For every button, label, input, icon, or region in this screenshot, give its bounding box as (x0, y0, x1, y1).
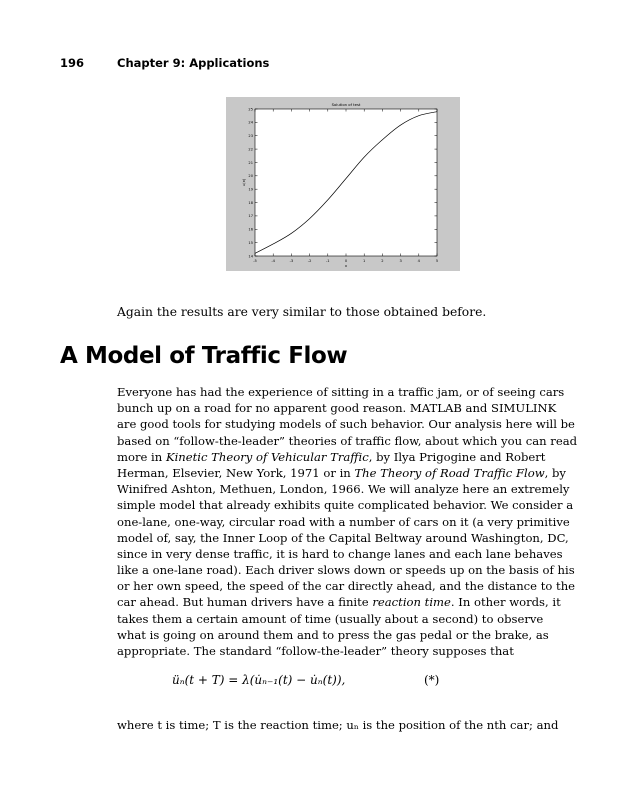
follow-the-leader-equation: üₙ(t + T) = λ(u̇ₙ₋₁(t) − u̇ₙ(t)), (172, 673, 346, 687)
x-tick-label: -1 (326, 259, 330, 263)
line-text: based on “follow-the-leader” theories of traffic flow, about which you can read (117, 433, 578, 448)
paragraph-line (117, 481, 577, 497)
y-tick-label: 15 (248, 240, 253, 245)
line-text: more in (117, 449, 166, 464)
paragraph-line (117, 416, 577, 432)
x-tick-label: 0 (344, 259, 348, 263)
x-tick-label: 1 (363, 259, 366, 263)
paragraph-line (117, 562, 577, 578)
line-text: model of, say, the Inner Loop of the Capital Beltway around Washington, DC, (117, 530, 569, 545)
paragraph-line (117, 594, 577, 610)
paragraph-line (117, 611, 577, 627)
paragraph-line (117, 449, 577, 465)
x-tick-label: 5 (435, 259, 439, 263)
line-text: simple model that already exhibits quite complicated behavior. We consider a (117, 498, 574, 513)
results-sentence: Again the results are very similar to those obtained before. (117, 305, 487, 319)
line-text: appropriate. The standard “follow-the-leader” theory supposes that (117, 644, 514, 658)
y-tick-label: 14 (248, 254, 253, 259)
y-tick-label: 18 (248, 200, 253, 205)
line-text: car ahead. But human drivers have a finite (117, 595, 373, 610)
line-text: what is going on around them and to press the gas pedal or the brake, as (117, 627, 549, 642)
y-tick-label: 22 (248, 147, 253, 152)
line-text: , by (544, 465, 566, 480)
line-text: Winifred Ashton, Methuen, London, 1966. We will analyze here an extremely (117, 482, 570, 497)
line-text: or her own speed, the speed of the car directly ahead, and the distance to the (117, 579, 576, 594)
x-tick-label: 4 (417, 259, 420, 263)
paragraph-line (117, 384, 577, 400)
italic-title: Kinetic Theory of Vehicular Traffic (165, 449, 369, 464)
line-text: since in very dense traffic, it is hard to change lanes and each lane behaves (117, 546, 563, 561)
paragraph-line (117, 546, 577, 562)
line-text: takes them a certain amount of time (usually about a second) to observe (117, 611, 544, 626)
x-tick-label: -5 (253, 259, 257, 263)
running-head (60, 56, 580, 72)
chapter-title: Chapter 9: Applications (117, 56, 270, 70)
italic-title: reaction time (372, 595, 451, 610)
solution-chart (226, 97, 460, 271)
paragraph-line (117, 465, 577, 481)
paragraph-line (117, 497, 577, 513)
line-text: , by Ilya Prigogine and Robert (368, 449, 546, 464)
line-text: one-lane, one-way, circular road with a number of cars on it (a very primitive (117, 514, 570, 529)
x-tick-label: 3 (399, 259, 402, 263)
y-tick-label: 19 (248, 187, 253, 192)
x-tick-label: -3 (289, 259, 294, 263)
line-text: Herman, Elsevier, New York, 1971 or in (117, 465, 355, 480)
italic-title: The Theory of Road Traffic Flow (354, 465, 545, 480)
y-tick-label: 21 (248, 160, 253, 165)
paragraph-line (117, 643, 577, 659)
x-tick-label: 2 (381, 259, 384, 263)
x-axis-label: x (344, 263, 348, 268)
x-tick-label: -4 (271, 259, 275, 263)
page-number: 196 (60, 56, 85, 70)
line-text: Everyone has had the experience of sitting in a traffic jam, or of seeing cars (117, 385, 565, 399)
y-tick-label: 20 (248, 174, 253, 179)
paragraph-line (117, 514, 577, 530)
paragraph-line (117, 530, 577, 546)
equation-tag: (*) (424, 673, 440, 687)
line-text: are good tools for studying models of such behavior. Our analysis here will be (117, 417, 575, 432)
plot-area (255, 109, 437, 256)
y-tick-label: 25 (248, 107, 253, 112)
figure (226, 97, 460, 271)
line-text: like a one-lane road). Each driver slows down or speeds up on the basis of his (117, 563, 575, 578)
paragraph-line (117, 578, 577, 594)
definitions-line: where t is time; T is the reaction time; uₙ is the position of the nth car; and (117, 718, 559, 732)
line-text: . In other words, it (450, 595, 561, 610)
body-paragraph (117, 384, 577, 659)
chart-title: Solution of test (331, 102, 361, 107)
x-tick-label: -2 (307, 259, 312, 263)
paragraph-line (117, 627, 577, 643)
section-title: A Model of Traffic Flow (60, 343, 348, 369)
paragraph-line (117, 400, 577, 416)
y-tick-label: 23 (248, 134, 253, 139)
y-tick-label: 24 (248, 120, 253, 125)
line-text: bunch up on a road for no apparent good reason. MATLAB and SIMULINK (117, 401, 557, 416)
paragraph-line (117, 433, 577, 449)
y-axis-label: u(x) (241, 178, 246, 187)
y-tick-label: 17 (248, 214, 253, 219)
y-tick-label: 16 (248, 227, 253, 232)
